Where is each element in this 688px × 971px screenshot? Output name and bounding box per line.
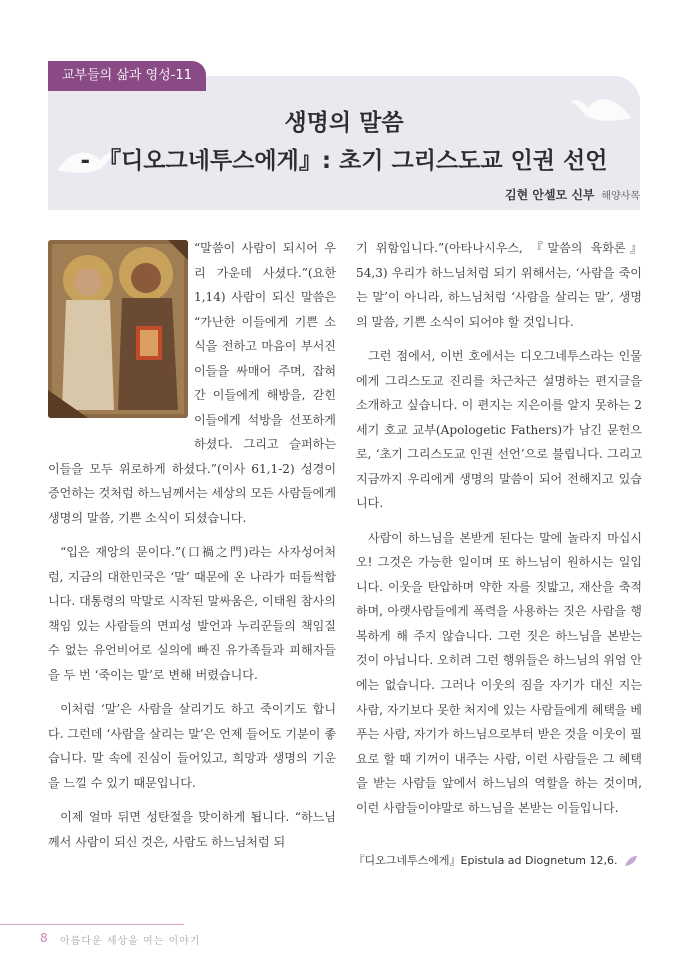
author-name: 김현 안셀모 신부 [505, 188, 595, 202]
paragraph: 이제 얼마 뒤면 성탄절을 맞이하게 됩니다. “하느님께서 사람이 되신 것은, 사람도 하느님처럼 되 [48, 810, 336, 849]
paragraph: “입은 재앙의 문이다.”(口禍之門)라는 사자성어처럼, 지금의 대한민국은 ‘말’ 때문에 온 나라가 떠들썩합니다. 대통령의 막말로 시작된 말싸움은, 이태원 참사의 책임 있는 사람들의 면피성 발언과 누리꾼들의 책임질 수 없는 유언비어로 실의에 빠진 유가족들과 피해자들을 두 번 ‘죽이는 말’로 변해 버렸습니다. [48, 545, 336, 682]
source-text: 『디오그네투스에게』Epistula ad Diognetum 12,6. [353, 854, 618, 867]
paragraph: 기 위함입니다.”(아타나시우스, 『말씀의 육화론』 54,3) 우리가 하느님처럼 되기 위해서는, ‘사람을 죽이는 말’이 아니라, 하느님처럼 ‘사람을 살리는 말’, 생명의 말씀, 기쁜 소식이 되어야 할 것입니다. [356, 241, 642, 329]
left-column [48, 236, 336, 864]
page-number: 8 [40, 931, 48, 945]
article-subtitle: - 『디오그네투스에게』: 초기 그리스도교 인권 선언 [80, 148, 608, 174]
quote-source [354, 852, 639, 868]
paragraph: “말씀이 사람이 되시어 우리 가운데 사셨다.”(요한 1,14) 사람이 되신 말씀은 “가난한 이들에게 기쁜 소식을 전하고 마음이 부서진 이들을 싸매어 주며, 잡혀간 이들에게 해방을, 갇힌 이들에게 석방을 선포하게 하셨다. 그리고 슬퍼하는 이들을 모두 위로하게 하셨다.”(이사 61,1-2) 성경이 증언하는 것처럼 하느님께서는 세상의 모든 사람들에게 생명의 말씀, 기쁜 소식이 되셨습니다. [48, 241, 336, 525]
article-title: 생명의 말씀 [284, 110, 404, 136]
byline [505, 186, 640, 203]
magazine-name: 아름다운 세상을 여는 이야기 [60, 936, 201, 947]
footer-line [0, 924, 184, 925]
quote-paragraph: 사람이 하느님을 본받게 된다는 말에 놀라지 마십시오! 그것은 가능한 일이며 또 하느님이 원하시는 일입니다. 이웃을 탄압하며 약한 자를 짓밟고, 재산을 축적하며, 아랫사람들에게 폭력을 사용하는 짓은 사람을 행복하게 해 주지 않습니다. 그런 짓은 하느님을 본받는 것이 아닙니다. 오히려 그런 행위들은 하느님의 위엄 안에는 없습니다. 그러나 이웃의 짐을 자기가 대신 지는 사람, 자기보다 못한 처지에 있는 사람들에게 혜택을 베푸는 사람, 자기가 하느님으로부터 받은 것을 이웃이 필요로 할 때 기꺼이 내주는 사람, 이런 사람들은 그 혜택을 받는 사람들 앞에서 하느님의 역할을 하는 것이며, 이런 사람들이야말로 하느님을 본받는 이들입니다. [356, 530, 642, 816]
series-tab: 교부들의 삶과 영성-11 [48, 61, 206, 91]
image-float-spacer [48, 236, 194, 446]
author-affiliation: 해양사목 [601, 191, 640, 202]
right-column [356, 236, 642, 831]
paragraph: 이처럼 ‘말’은 사람을 살리기도 하고 죽이기도 합니다. 그런데 ‘사람을 살리는 말’은 언제 들어도 기분이 좋습니다. 말 속에 진심이 들어있고, 희망과 생명의 기운을 느낄 수 있기 때문입니다. [48, 702, 336, 790]
leaf-icon [624, 855, 638, 867]
paragraph: 그런 점에서, 이번 호에서는 디오그네투스라는 인물에게 그리스도교 진리를 차근차근 설명하는 편지글을 소개하고 싶습니다. 이 편지는 지은이를 알지 못하는 2세기 호교 교부(Apologetic Fathers)가 남긴 문헌으로, ‘초기 그리스도교 인권 선언’으로 불립니다. 그리고 지금까지 우리에게 생명의 말씀이 되어 전해지고 있습니다. [356, 349, 642, 510]
